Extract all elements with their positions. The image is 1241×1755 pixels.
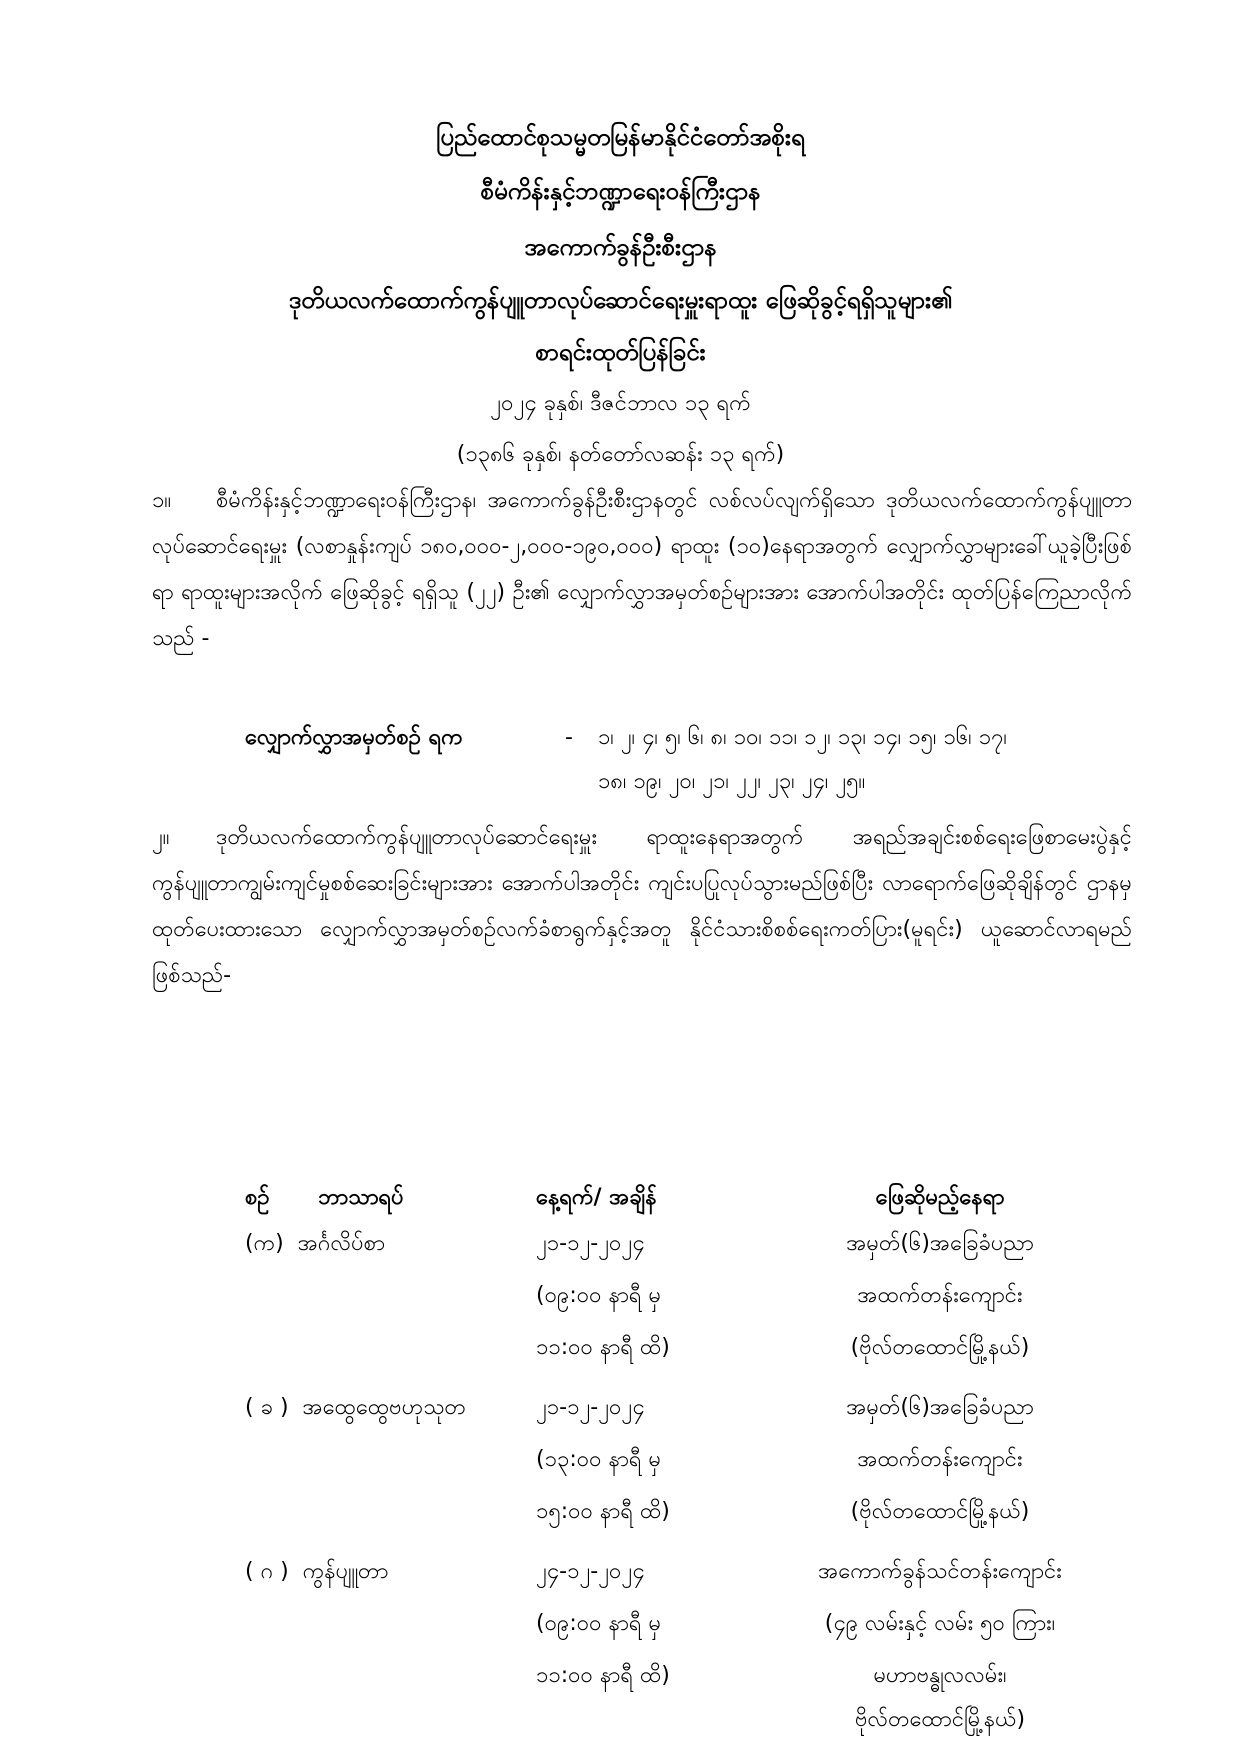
row-2-subject: အထွေထွေဗဟုသုတ [302,1395,466,1420]
paragraph-1 [152,478,1132,662]
paragraph-1-text: စီမံကိန်းနှင့်ဘဏ္ဍာရေးဝန်ကြီးဌာန၊ အကောက်ခွန်ဦးစီးဌာနတွင် လစ်လပ်လျက်ရှိသော ဒုတိယလက်ထောက်ကွန်ပျူတာလုပ်ဆောင်ရေးမှူး (လစာနှုန်းကျပ် ၁၈၀,၀၀၀-၂,၀၀၀-၁၉၀,၀၀၀) ရာထူး (၁၀)နေရာအတွက် လျှောက်လွှာများခေါ်ယူခဲ့ပြီးဖြစ်ရာ ရာထူးများအလိုက် ဖြေဆိုခွင့် ရရှိသူ (၂၂) ဦး၏ လျှောက်လွှာအမှတ်စဉ်များအား အောက်ပါအတိုင်း ထုတ်ပြန်ကြေညာလိုက်သည် - [152,488,1132,651]
row-1-venue-line1: အမှတ်(၆)အခြေခံပညာ [846,1231,1034,1256]
row-1-no: (က) [245,1231,284,1256]
registration-label: လျှောက်လွှာအမှတ်စဉ် ရက [245,725,463,750]
row-3-date: ၂၄-၁၂-၂၀၂၄ [536,1559,645,1584]
row-2-venue-line3: (ဗိုလ်တထောင်မြို့နယ်) [850,1499,1030,1524]
registration-numbers-line1: ၁၊ ၂၊ ၄၊ ၅၊ ၆၊ ၈၊ ၁၀၊ ၁၁၊ ၁၂၊ ၁၃၊ ၁၄၊ ၁၅၊ ၁၆၊ ၁၇၊ [598,725,1007,750]
paragraph-1-number: ၁။ [152,488,172,513]
header-ministry: စီမံကိန်းနှင့်ဘဏ္ဍာရေးဝန်ကြီးဌာန [480,177,761,205]
row-3-time-to: ၁၁:၀၀ နာရီ ထိ) [536,1663,670,1688]
row-1-subject: အင်္ဂလိပ်စာ [297,1231,386,1256]
row-3-venue-line2: (၄၉ လမ်းနှင့် လမ်း ၅၀ ကြား၊ [824,1611,1056,1636]
row-2-time-from: (၁၃:၀၀ နာရီ မှ [536,1447,662,1472]
table-header-venue: ဖြေဆိုမည့်နေရာ [875,1185,1005,1210]
row-3-no-subject [245,1552,388,1592]
row-3-no: ( ဂ ) [245,1559,289,1584]
row-3-time-from: (၀၉:၀၀ နာရီ မှ [536,1611,662,1636]
row-2-no: ( ခ ) [245,1395,289,1420]
paragraph-2-text: ဒုတိယလက်ထောက်ကွန်ပျူတာလုပ်ဆောင်ရေးမှူး ရာထူးနေရာအတွက် အရည်အချင်းစစ်ရေးဖြေစာမေးပွဲနှင့် ကွန်ပျူတာကျွမ်းကျင်မှုစစ်ဆေးခြင်းများအား အောက်ပါအတိုင်း ကျင်းပပြုလုပ်သွားမည်ဖြစ်ပြီး လာရောက်ဖြေဆိုချိန်တွင် ဌာနမှထုတ်ပေးထားသော လျှောက်လွှာအမှတ်စဉ်လက်ခံစာရွက်နှင့်အတူ နိုင်ငံသားစိစစ်ရေးကတ်ပြား(မူရင်း) ယူဆောင်လာရမည်ဖြစ်သည်- [152,825,1132,988]
row-2-time-to: ၁၅:၀၀ နာရီ ထိ) [536,1499,670,1524]
row-1-time-to: ၁၁:၀၀ နာရီ ထိ) [536,1335,670,1360]
row-1-date: ၂၁-၁၂-၂၀၂၄ [536,1231,645,1256]
header-department: အကောက်ခွန်ဦးစီးဌာန [524,233,717,261]
header-announcement-title: စာရင်းထုတ်ပြန်ခြင်း [535,338,706,366]
header-government: ပြည်ထောင်စုသမ္မတမြန်မာနိုင်ငံတော်အစိုးရ [436,123,805,151]
row-2-venue-line2: အထက်တန်းကျောင်း [857,1447,1023,1472]
table-header-subject: ဘာသာရပ် [318,1185,404,1210]
row-2-venue-line1: အမှတ်(၆)အခြေခံပညာ [846,1395,1034,1420]
row-1-time-from: (၀၉:၀၀ နာရီ မှ [536,1283,662,1308]
registration-dash: - [565,725,573,750]
row-3-subject: ကွန်ပျူတာ [302,1559,389,1584]
paragraph-2-number: ၂။ [152,825,170,850]
header-position-title: ဒုတိယလက်ထောက်ကွန်ပျူတာလုပ်ဆောင်ရေးမှူးရာထူး ဖြေဆိုခွင့်ရရှိသူများ၏ [288,286,953,314]
paragraph-2 [152,815,1132,999]
registration-numbers [598,716,1138,804]
row-1-venue-line2: အထက်တန်းကျောင်း [857,1283,1023,1308]
row-1-no-subject [245,1224,385,1264]
row-2-date: ၂၁-၁၂-၂၀၂၄ [536,1395,645,1420]
row-2-no-subject [245,1388,466,1428]
row-1-venue-line3: (ဗိုလ်တထောင်မြို့နယ်) [850,1335,1030,1360]
header-date-myanmar: (၁၃၈၆ ခုနှစ်၊ နတ်တော်လဆန်း ၁၃ ရက်) [456,442,785,467]
row-3-venue-line4: ဗိုလ်တထောင်မြို့နယ်) [854,1707,1026,1732]
table-header-datetime: နေ့ရက်/ အချိန် [536,1185,657,1210]
row-3-venue-line3: မဟာဗန္ဓုလလမ်း၊ [873,1663,1007,1688]
header-date: ၂၀၂၄ ခုနှစ်၊ ဒီဇင်ဘာလ ၁၃ ရက် [490,391,751,416]
table-header-no: စဉ် [245,1185,270,1210]
registration-numbers-line2: ၁၈၊ ၁၉၊ ၂၀၊ ၂၁၊ ၂၂၊ ၂၃၊ ၂၄၊ ၂၅။ [598,769,866,794]
row-3-venue-line1: အကောက်ခွန်သင်တန်းကျောင်း [818,1559,1062,1584]
